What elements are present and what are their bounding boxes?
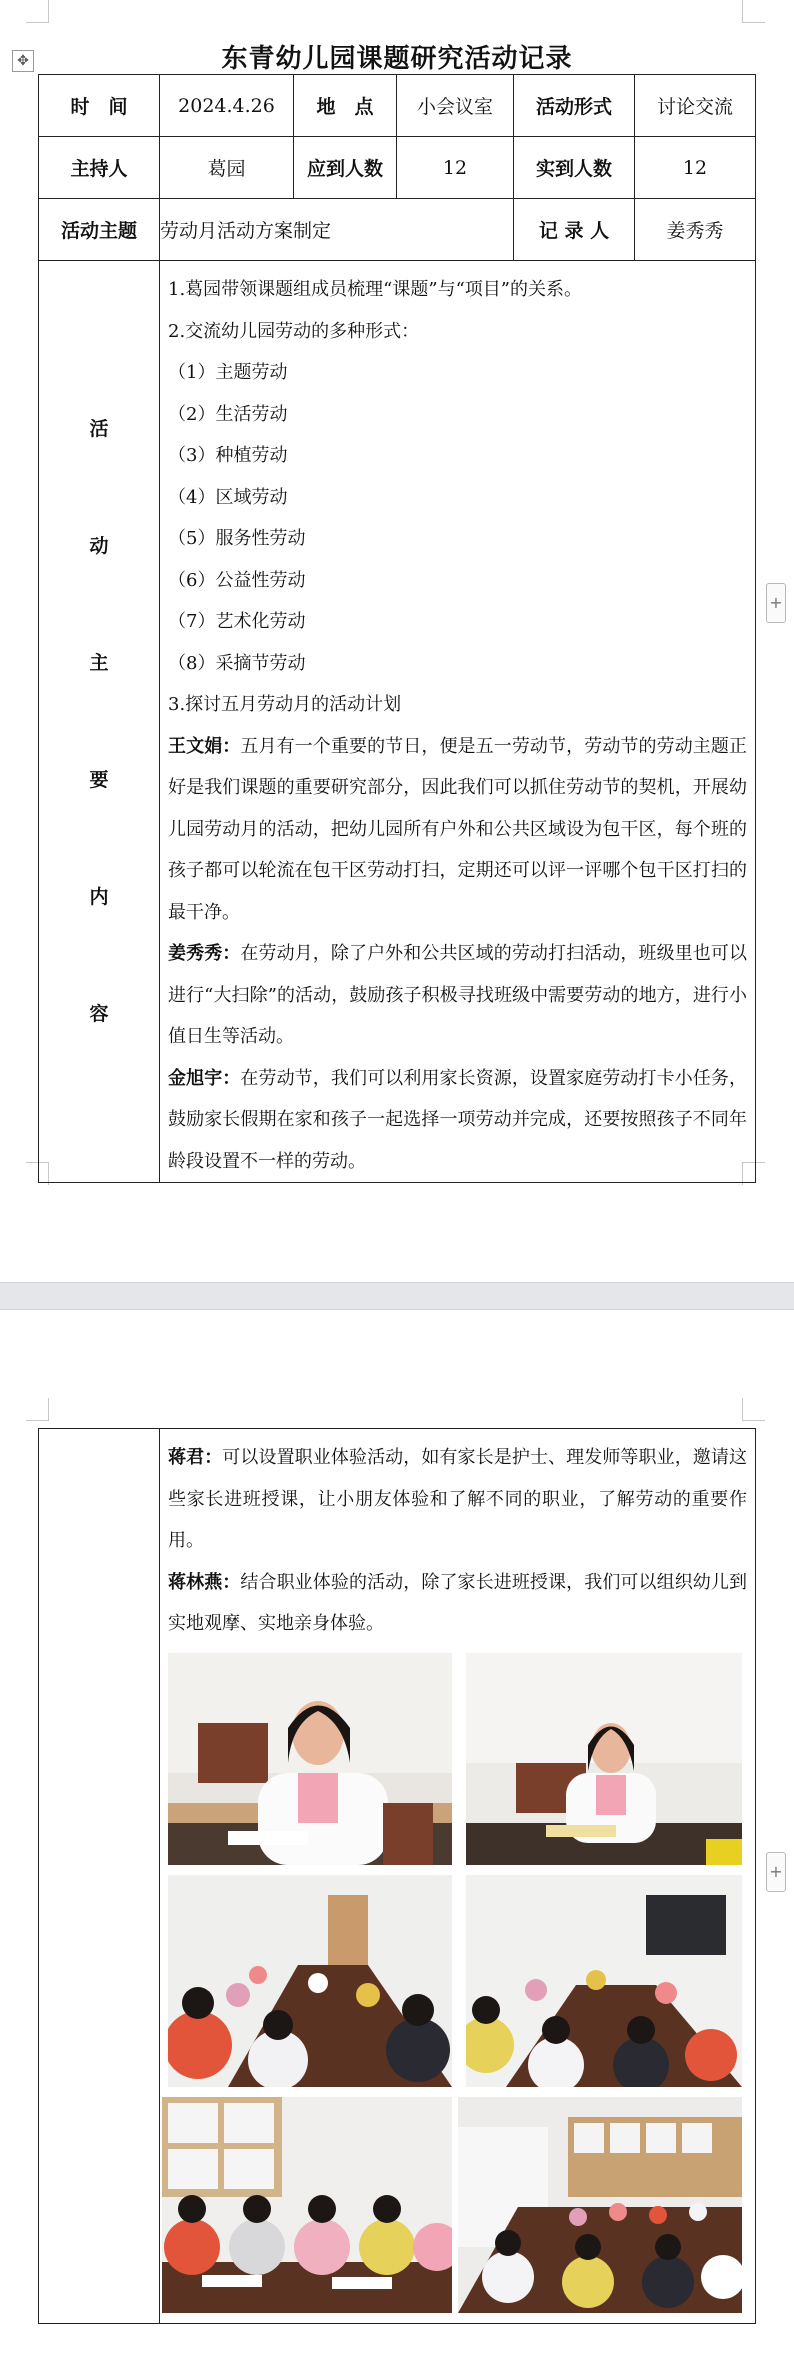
place-value[interactable]: 小会议室 (397, 75, 514, 137)
content-line: （3）种植劳动 (168, 445, 288, 466)
content-line: 1.葛园带领课题组成员梳理“课题”与“项目”的关系。 (168, 279, 582, 300)
speech-text: 在劳动月，除了户外和公共区域的劳动打扫活动，班级里也可以进行“大扫除”的活动，鼓励孩子积极寻找班级中需要劳动的地方，进行小值日生等活动。 (168, 943, 748, 1047)
main-content-label-continued (39, 1429, 160, 2324)
speaker-name: 金旭宇： (168, 1067, 241, 1089)
expected-value[interactable]: 12 (397, 137, 514, 199)
content-line: （2）生活劳动 (168, 403, 288, 425)
expected-label: 应到人数 (294, 137, 397, 199)
crop-mark (26, 1398, 49, 1421)
actual-value[interactable]: 12 (635, 137, 756, 199)
content-line: （7）艺术化劳动 (168, 611, 306, 632)
speech-paragraph (168, 1437, 747, 1562)
meeting-photo[interactable] (168, 1653, 452, 1865)
meeting-photo[interactable] (466, 1653, 742, 1865)
page-gap (0, 1282, 794, 1310)
main-content-text (160, 261, 755, 1182)
speech-paragraph (168, 933, 747, 1058)
speaker-name: 王文娟： (168, 735, 241, 757)
content-line: （8）采摘节劳动 (168, 652, 306, 674)
speech-paragraph (168, 1058, 747, 1183)
time-value[interactable]: 2024.4.26 (160, 75, 294, 137)
meeting-photo[interactable] (168, 1875, 452, 2087)
label-char: 动 (89, 534, 109, 557)
crop-mark (742, 1398, 765, 1421)
content-line: （4）区域劳动 (168, 486, 288, 508)
add-row-button[interactable]: + (766, 583, 786, 623)
form-value[interactable]: 讨论交流 (635, 75, 756, 137)
host-label: 主持人 (39, 137, 160, 199)
record-table-continued (38, 1428, 756, 2324)
meeting-photo[interactable] (458, 2097, 742, 2313)
main-content-cell[interactable] (160, 261, 756, 1183)
record-table (38, 74, 756, 1183)
table-move-handle-icon[interactable]: ✥ (12, 50, 34, 72)
time-label: 时 间 (39, 75, 160, 137)
theme-value[interactable]: 劳动月活动方案制定 (160, 199, 514, 261)
speaker-name: 姜秀秀： (168, 943, 241, 964)
label-char: 活 (89, 417, 109, 440)
recorder-value[interactable]: 姜秀秀 (635, 199, 756, 261)
speech-paragraph (168, 726, 747, 934)
form-label: 活动形式 (514, 75, 635, 137)
theme-label: 活动主题 (39, 199, 160, 261)
speaker-name: 蒋林燕： (168, 1571, 241, 1593)
crop-mark (742, 0, 765, 23)
recorder-label: 记 录 人 (514, 199, 635, 261)
place-label: 地 点 (294, 75, 397, 137)
speaker-name: 蒋君： (168, 1447, 223, 1468)
content-line: （6）公益性劳动 (168, 569, 306, 591)
document-page-2 (0, 1310, 794, 2355)
meeting-photo[interactable] (466, 1875, 742, 2087)
speech-text: 在劳动节，我们可以利用家长资源，设置家庭劳动打卡小任务，鼓励家长假期在家和孩子一起选择一项劳动并完成，还要按照孩子不同年龄段设置不一样的劳动。 (168, 1067, 748, 1172)
actual-label: 实到人数 (514, 137, 635, 199)
meeting-photo[interactable] (162, 2097, 452, 2313)
content-line: （1）主题劳动 (168, 362, 288, 383)
document-title: 东青幼儿园课题研究活动记录 (221, 44, 573, 74)
crop-mark (26, 0, 49, 23)
photo-grid (160, 1653, 755, 2313)
content-line: 3.探讨五月劳动月的活动计划 (168, 694, 402, 715)
main-content-text (160, 1429, 755, 1645)
main-content-label (39, 261, 160, 1183)
speech-text: 结合职业体验的活动，除了家长进班授课，我们可以组织幼儿到实地观摩、实地亲身体验。 (168, 1571, 748, 1634)
speech-text: 五月有一个重要的节日，便是五一劳动节，劳动节的劳动主题正好是我们课题的重要研究部分，因此我们可以抓住劳动节的契机，开展幼儿园劳动月的活动，把幼儿园所有户外和公共区域设为包干区，每个班的孩子都可以轮流在包干区劳动打扫，定期还可以评一评哪个包干区打扫的最干净。 (168, 735, 748, 923)
main-content-cell[interactable] (160, 1429, 756, 2324)
speech-paragraph (168, 1562, 747, 1645)
label-char: 内 (89, 885, 109, 908)
add-row-button[interactable]: + (766, 1852, 786, 1892)
host-value[interactable]: 葛园 (160, 137, 294, 199)
label-char: 要 (89, 768, 109, 791)
content-line: （5）服务性劳动 (168, 528, 306, 549)
label-char: 容 (89, 1002, 109, 1025)
content-line: 2.交流幼儿园劳动的多种形式： (168, 320, 420, 342)
speech-text: 可以设置职业体验活动，如有家长是护士、理发师等职业，邀请这些家长进班授课，让小朋友体验和了解不同的职业，了解劳动的重要作用。 (168, 1447, 748, 1551)
label-char: 主 (89, 651, 109, 674)
